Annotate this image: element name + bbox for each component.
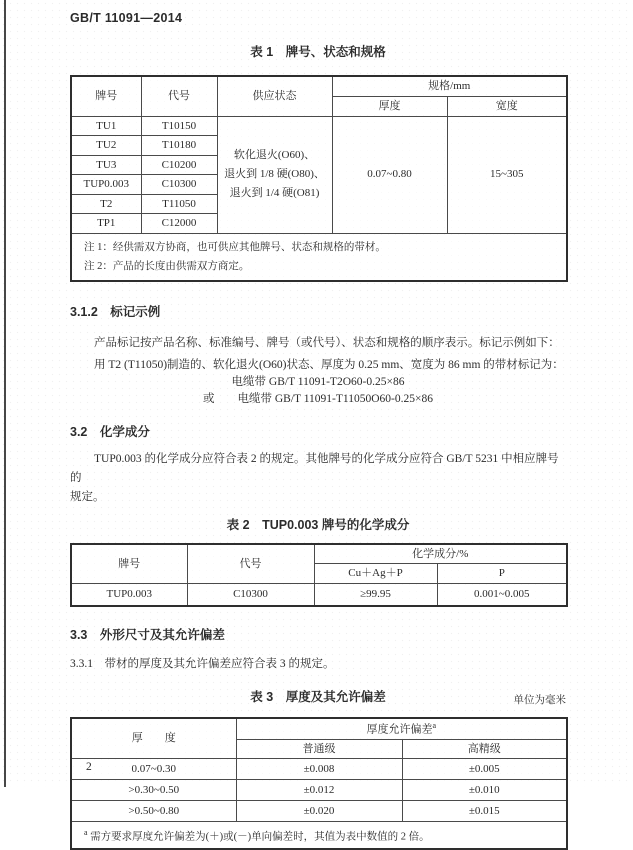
normal-grade-cell: ±0.008 [236, 759, 402, 780]
table3-header-normal-grade: 普通级 [236, 739, 402, 759]
standard-number: GB/T 11091—2014 [70, 11, 183, 25]
unit-note: 单位为毫米 [513, 694, 566, 706]
brand-cell: TU3 [71, 155, 141, 175]
table1-header-thickness: 厚度 [332, 96, 447, 116]
table3-header-row-1 [71, 718, 567, 740]
brand-cell: TU2 [71, 136, 141, 156]
table1-header-spec: 规格/mm [332, 76, 567, 96]
table-row [71, 780, 567, 801]
section-312-line2: 用 T2 (T11050)制造的、软化退火(O60)状态、厚度为 0.25 mm、宽度为 86 mm 的带材标记为： [94, 358, 564, 371]
normal-grade-cell: ±0.012 [236, 780, 402, 801]
thickness-range-cell: >0.50~0.80 [71, 801, 236, 822]
table-row [71, 801, 567, 822]
code-cell: T10180 [141, 136, 217, 156]
table3-header-thickness: 厚 度 [71, 718, 236, 759]
high-grade-cell: ±0.005 [402, 759, 567, 780]
thickness-range-cell: 0.07~0.30 [71, 759, 236, 780]
table1-notes-cell [71, 233, 567, 281]
table1-header-brand: 牌号 [71, 76, 141, 116]
brand-cell: TU1 [71, 116, 141, 136]
p-cell: 0.001~0.005 [437, 584, 567, 606]
code-cell: T10150 [141, 116, 217, 136]
table-row [71, 584, 567, 606]
table3-title: 表 3 厚度及其允许偏差 [250, 689, 386, 704]
high-grade-cell: ±0.010 [402, 780, 567, 801]
width-range-cell: 15~305 [447, 116, 567, 233]
table2-header-row-1 [71, 544, 567, 564]
table3-footnote-row [71, 822, 567, 849]
supply-state-line: 软化退火(O60)、 [233, 149, 316, 161]
table2-header-p: P [437, 564, 567, 584]
table2-header-code: 代号 [187, 544, 314, 584]
table2-header-chem: 化学成分/% [314, 544, 567, 564]
brand-cell: TUP0.003 [71, 584, 187, 606]
supply-state-line: 退火到 1/8 硬(O80)、 [224, 168, 325, 180]
table1-notes-row [71, 233, 567, 281]
table2-header-brand: 牌号 [71, 544, 187, 584]
table1-header-supply-state: 供应状态 [217, 76, 332, 116]
table2-header-cuagp: Cu＋Ag＋P [314, 564, 437, 584]
supply-state-cell [217, 116, 332, 233]
brand-cell: TUP0.003 [71, 175, 141, 195]
table3-footnote-cell [71, 822, 567, 849]
thickness-range-cell: 0.07~0.80 [332, 116, 447, 233]
table3 [70, 717, 568, 850]
table3-header-high-grade: 高精级 [402, 739, 567, 759]
table1-title: 表 1 牌号、状态和规格 [250, 45, 386, 59]
high-grade-cell: ±0.015 [402, 801, 567, 822]
table1-header-row-1 [71, 76, 567, 96]
code-cell: C10200 [141, 155, 217, 175]
table1 [70, 75, 568, 282]
section-32-paragraph-line1: TUP0.003 的化学成分应符合表 2 的规定。其他牌号的化学成分应符合 GB/T 5231 中相应牌号的 [70, 452, 559, 484]
page-content [70, 0, 566, 850]
tolerance-label: 厚度允许偏差 [366, 723, 433, 736]
marking-example-1: 电缆带 GB/T 11091-T2O60-0.25×86 [231, 375, 405, 388]
cuagp-cell: ≥99.95 [314, 584, 437, 606]
tolerance-footnote-marker: a [432, 720, 437, 730]
code-cell: C10300 [187, 584, 314, 606]
table3-title-bar [70, 689, 566, 705]
scan-edge-line [4, 0, 6, 787]
table1-header-code: 代号 [141, 76, 217, 116]
table-note: 注 1：经供需双方协商，也可供应其他牌号、状态和规格的带材。 [84, 241, 386, 253]
table2-title: 表 2 TUP0.003 牌号的化学成分 [226, 517, 410, 532]
section-312-paragraph: 产品标记按产品名称、标准编号、牌号（或代号）、状态和规格的顺序表示。标记示例如下： [94, 336, 560, 349]
supply-state-line: 退火到 1/4 硬(O81) [229, 187, 320, 199]
section-32-heading: 3.2 化学成分 [70, 424, 150, 439]
brand-cell: TP1 [71, 214, 141, 234]
table-row [71, 116, 567, 136]
footnote-text: 需方要求厚度允许偏差为(＋)或(－)单向偏差时，其值为表中数值的 2 倍。 [90, 831, 430, 843]
section-312-heading: 3.1.2 标记示例 [70, 304, 161, 319]
section-32-paragraph [70, 450, 566, 507]
section-33-heading: 3.3 外形尺寸及其允许偏差 [70, 627, 225, 642]
table3-header-tolerance [236, 718, 567, 740]
code-cell: C10300 [141, 175, 217, 195]
thickness-range-cell: >0.30~0.50 [71, 780, 236, 801]
page-number: 2 [86, 761, 92, 773]
table-row [71, 759, 567, 780]
table2 [70, 543, 568, 607]
section-331-paragraph: 3.3.1 带材的厚度及其允许偏差应符合表 3 的规定。 [70, 657, 335, 670]
table-note: 注 2：产品的长度由供需双方商定。 [84, 260, 250, 272]
code-cell: T11050 [141, 194, 217, 214]
footnote-marker: a [84, 828, 88, 838]
normal-grade-cell: ±0.020 [236, 801, 402, 822]
brand-cell: T2 [71, 194, 141, 214]
table1-header-width: 宽度 [447, 96, 567, 116]
code-cell: C12000 [141, 214, 217, 234]
marking-example-2: 或 电缆带 GB/T 11091-T11050O60-0.25×86 [203, 392, 433, 405]
section-32-paragraph-line2: 规定。 [70, 490, 105, 503]
